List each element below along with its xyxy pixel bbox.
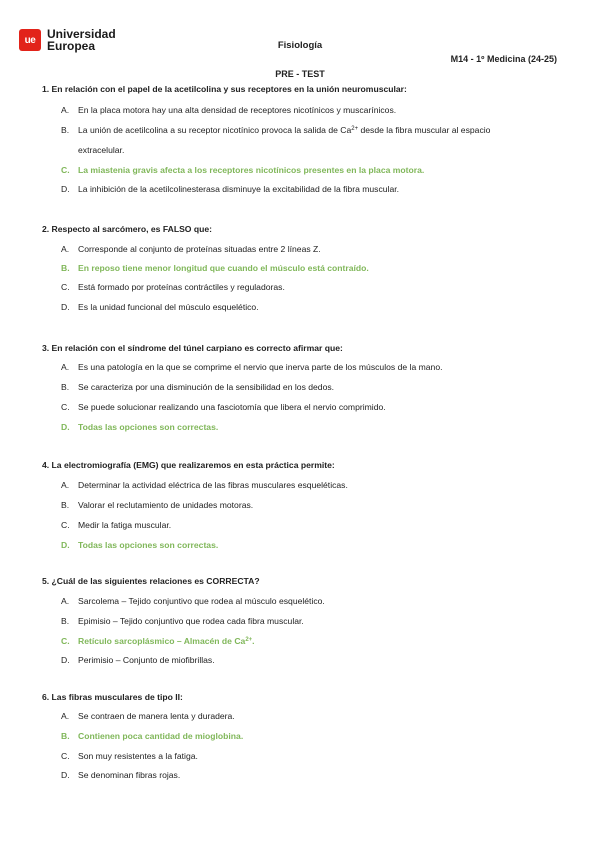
option-text-after: desde la fibra muscular al espacio: [358, 125, 491, 135]
option-text: Son muy resistentes a la fatiga.: [78, 751, 198, 761]
option-text: Se contraen de manera lenta y duradera.: [78, 711, 235, 721]
q4-option-c: [61, 515, 561, 535]
question-6: 6. Las fibras musculares de tipo II:: [42, 692, 183, 702]
q4-option-d-correct: [61, 535, 561, 555]
q3-option-b: [61, 377, 561, 397]
option-text: En reposo tiene menor longitud que cuando el músculo está contraído.: [78, 263, 369, 273]
q1-option-d: [61, 179, 561, 199]
option-text: En la placa motora hay una alta densidad de receptores nicotínicos y muscarínicos.: [78, 105, 397, 115]
q6-option-b-correct: [61, 726, 561, 746]
option-text: Perimisio – Conjunto de miofibrillas.: [78, 655, 215, 665]
option-text: La miastenia gravis afecta a los receptores nicotínicos presentes en la placa motora.: [78, 165, 425, 175]
question-5: 5. ¿Cuál de las siguientes relaciones es CORRECTA?: [42, 576, 260, 586]
option-letter: D.: [61, 655, 70, 665]
q3-option-c: [61, 397, 561, 417]
option-letter: C.: [61, 520, 70, 530]
option-text: Todas las opciones son correctas.: [78, 540, 219, 550]
option-text: Valorar el reclutamiento de unidades motoras.: [78, 500, 254, 510]
option-text: Contienen poca cantidad de mioglobina.: [78, 731, 244, 741]
q5-option-d: [61, 650, 561, 670]
option-letter: A.: [61, 244, 70, 254]
option-letter: C.: [61, 751, 70, 761]
q5-option-a: [61, 591, 561, 611]
option-text: Es una patología en la que se comprime el nervio que inerva parte de los músculos de la mano.: [78, 362, 443, 372]
option-text: Sarcolema – Tejido conjuntivo que rodea al músculo esquelético.: [78, 596, 325, 606]
q1-option-a: [61, 100, 561, 120]
option-letter: D.: [61, 422, 70, 432]
option-text: Medir la fatiga muscular.: [78, 520, 172, 530]
option-text-before: Retículo sarcoplásmico – Almacén de Ca: [78, 636, 246, 646]
course-label: M14 - 1º Medicina (24-25): [450, 54, 557, 64]
q2-option-c: [61, 277, 561, 297]
option-text-after: .: [252, 636, 255, 646]
q4-option-b: [61, 495, 561, 515]
logo-line1: Universidad: [47, 27, 116, 41]
option-text: Se caracteriza por una disminución de la sensibilidad en los dedos.: [78, 382, 335, 392]
q2-option-d: [61, 297, 561, 317]
option-letter: B.: [61, 125, 70, 135]
option-letter: A.: [61, 105, 70, 115]
option-text-before: La unión de acetilcolina a su receptor nicotínico provoca la salida de Ca: [78, 125, 352, 135]
option-letter: C.: [61, 282, 70, 292]
q3-option-a: [61, 357, 561, 377]
option-letter: D.: [61, 302, 70, 312]
test-title: PRE - TEST: [275, 69, 325, 79]
option-text-continuation: extracelular.: [78, 145, 125, 155]
option-superscript: 2+: [245, 637, 253, 643]
option-text: La inhibición de la acetilcolinesterasa disminuye la excitabilidad de la fibra muscular.: [78, 184, 400, 194]
question-3: 3. En relación con el síndrome del túnel carpiano es correcto afirmar que:: [42, 343, 343, 353]
option-letter: C.: [61, 165, 70, 175]
q6-option-a: [61, 706, 561, 726]
option-superscript: 2+: [351, 126, 359, 132]
q6-option-d: [61, 765, 561, 785]
q5-option-c-correct: [61, 631, 561, 651]
option-text: Corresponde al conjunto de proteínas situadas entre 2 líneas Z.: [78, 244, 321, 254]
option-letter: A.: [61, 711, 70, 721]
option-letter: B.: [61, 731, 70, 741]
question-1: 1. En relación con el papel de la acetilcolina y sus receptores en la unión neuromuscular:: [42, 84, 407, 94]
logo-line2: Europea: [47, 39, 96, 53]
option-letter: A.: [61, 362, 70, 372]
option-letter: C.: [61, 636, 70, 646]
option-text: Está formado por proteínas contráctiles y reguladoras.: [78, 282, 285, 292]
q6-option-c: [61, 746, 561, 766]
option-letter: D.: [61, 184, 70, 194]
q4-option-a: [61, 475, 561, 495]
q5-option-b: [61, 611, 561, 631]
subject-title: Fisiología: [277, 40, 323, 51]
option-letter: B.: [61, 500, 70, 510]
option-text: Se puede solucionar realizando una fasciotomía que libera el nervio comprimido.: [78, 402, 386, 412]
option-letter: D.: [61, 540, 70, 550]
q1-option-b: [61, 120, 561, 160]
option-letter: A.: [61, 480, 70, 490]
option-text: Todas las opciones son correctas.: [78, 422, 219, 432]
q2-option-a: [61, 239, 561, 259]
q2-option-b-correct: [61, 258, 561, 278]
option-text: Epimisio – Tejido conjuntivo que rodea cada fibra muscular.: [78, 616, 304, 626]
q3-option-d-correct: [61, 417, 561, 437]
logo-mark: ue: [19, 29, 41, 51]
option-letter: B.: [61, 382, 70, 392]
question-2: 2. Respecto al sarcómero, es FALSO que:: [42, 224, 213, 234]
question-4: 4. La electromiografía (EMG) que realizaremos en esta práctica permite:: [42, 460, 335, 470]
option-letter: D.: [61, 770, 70, 780]
option-text: Se denominan fibras rojas.: [78, 770, 181, 780]
q1-option-c-correct: [61, 160, 561, 180]
option-letter: C.: [61, 402, 70, 412]
option-letter: B.: [61, 263, 70, 273]
option-letter: A.: [61, 596, 70, 606]
option-letter: B.: [61, 616, 70, 626]
option-text: Determinar la actividad eléctrica de las fibras musculares esqueléticas.: [78, 480, 348, 490]
option-text: Es la unidad funcional del músculo esquelético.: [78, 302, 259, 312]
